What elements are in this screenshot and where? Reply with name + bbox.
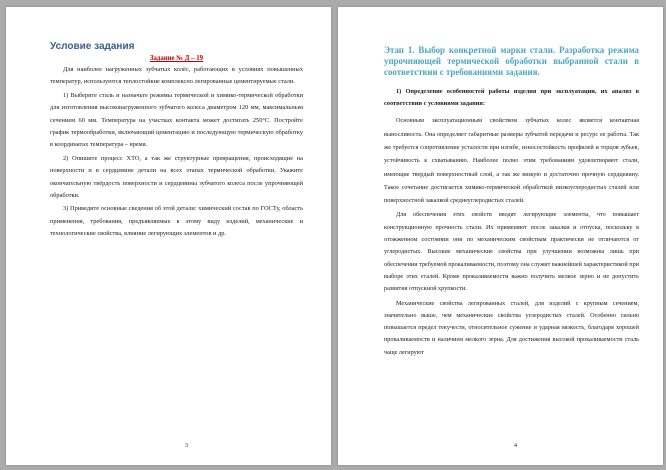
paragraph: 2) Опишите процесс ХТО, а так же структурные превращения, происходящие на поверхности и в сердцевине детали на всех этапах термической обработки. Укажите окончательную твёрдость поверхности и сердцевины зубчатого колеса после упрочняющей обработки. xyxy=(50,154,303,200)
paragraph: Основным эксплуатационным свойством зубчатых колес является контактная выносливость. Она определяет габаритные размеры зубчатой передачи и ресурс ее работы. Так же требуется сопротивление усталости при изгибе, износостойкость профилей и торцов зубьев, устойчивость к схватыванию. Наиболее полно этим требованиям удовлетворяют стали, имеющие твердый поверхностный слой, а так же вязкую и достаточно прочную сердцевину. Такое сочетание достигается химико-термической обработкой низкоуглеродистых сталей или поверхностной закалкой среднеуглеродистых сталей. xyxy=(384,117,639,205)
assignment-label: Задание № Д – 19 xyxy=(149,55,204,62)
page-right-content xyxy=(384,45,639,359)
document-page-right xyxy=(338,7,663,465)
page-left-content xyxy=(50,41,303,241)
section-heading: 1) Определение особенностей работы изделия при эксплуатации, их анализ в соответствии с условиями задания: xyxy=(384,88,639,108)
paragraph: Механические свойства легированных сталей, для изделий с крупным сечением, значительно выше, чем механические свойства углеродистых сталей. Особенно сильно повышается предел текучести, относительное сужение и ударная вязкость, благодаря хорошей прокаливаемости и наличием мелкого зерна. Для достижения высокой прокаливаемости сталь чаще легируют xyxy=(384,299,639,356)
document-page-left xyxy=(6,7,331,465)
page-heading: Условие задания xyxy=(50,41,135,52)
paragraph: Для обеспечения этих свойств вводят легирующие элементы, что повышает конструкционную прочность стали. Их применяют после закалки и отпуска, поскольку в отожженном состоянии они по механическим свойствам практически не отличаются от углеродистых. Высокие механические свойства при улучшении возможны лишь при обеспечении требуемой прокаливаемости, поэтому она служит важнейшей характеристикой при выборе этих сталей. Кроме прокаливаемости важно получить мелкое зерно и не допустить развития отпускной хрупкости. xyxy=(384,211,639,293)
paragraph: Для наиболее нагруженных зубчатых колёс, работающих в условиях повышенных температур, используются теплостойкие комплексно легированные цементируемые стали. xyxy=(50,66,303,86)
stage-title: Этап 1. Выбор конкретной марки стали. Разработка режима упрочняющей термической обработки выбранной стали в соответствии с требованиями задания. xyxy=(384,45,639,77)
page-number: 3 xyxy=(184,442,189,449)
paragraph: 3) Приведите основные сведения об этой детали: химический состав по ГОСТу, область применения, требования, предъявляемые к этому виду изделий, механические и технологические свойства, влияние легирующих элементов и др. xyxy=(50,205,303,238)
page-number: 4 xyxy=(513,442,518,449)
paragraph: 1) Выберите сталь и назначьте режимы термической и химико-термической обработки для изготовления высоконагруженного зубчатого колеса диаметром 120 мм, максимальным сечением 60 мм. Температура на участках контакта может достигать 250°С. Постройте график термообработки, включающий цементацию и последующую термическую обработку в координатах температура – время. xyxy=(50,91,303,149)
